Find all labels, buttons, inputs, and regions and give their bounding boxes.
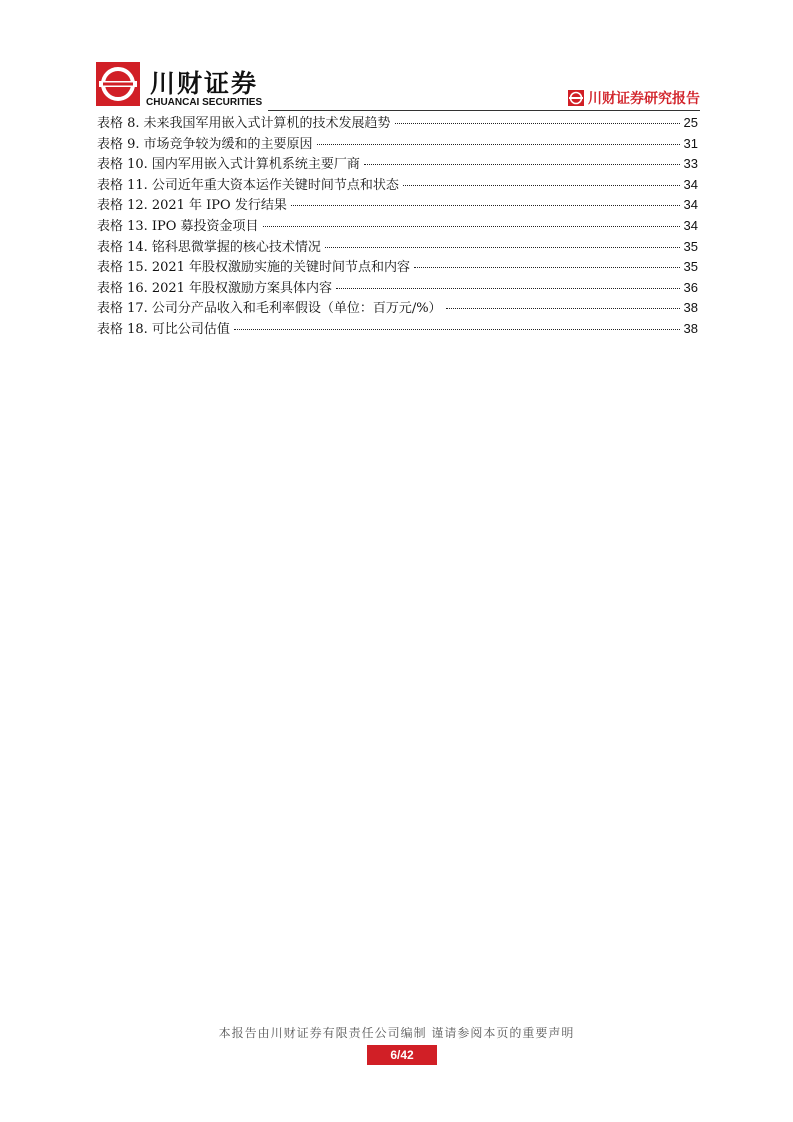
toc-entry[interactable]: [97, 113, 698, 134]
toc-leader-dots: [291, 205, 680, 206]
report-header: [568, 88, 700, 108]
toc-leader-dots: [395, 123, 680, 124]
toc-leader-dots: [234, 329, 680, 330]
toc-title: 2021 年股权激励方案具体内容: [151, 280, 333, 296]
toc-title: 2021 年股权激励实施的关键时间节点和内容: [151, 260, 411, 276]
toc-page-number: 35: [683, 259, 698, 275]
toc-leader-dots: [403, 185, 680, 186]
header-divider: [268, 110, 700, 111]
toc-title: 市场竞争较为缓和的主要原因: [143, 136, 313, 152]
toc-leader-dots: [414, 267, 680, 268]
report-title: 川财证券研究报告: [588, 91, 700, 107]
table-of-contents: [97, 113, 698, 340]
toc-page-number: 31: [683, 135, 698, 151]
toc-title: 铭科思微掌握的核心技术情况: [151, 239, 321, 255]
toc-label: 表格 18.: [97, 321, 148, 337]
toc-title: 未来我国军用嵌入式计算机的技术发展趋势: [143, 116, 391, 131]
toc-entry[interactable]: [97, 154, 698, 175]
toc-page-number: 38: [683, 300, 698, 316]
toc-leader-dots: [325, 247, 680, 248]
toc-title: IPO 募投资金项目: [151, 218, 259, 234]
toc-label: 表格 15.: [97, 260, 148, 276]
toc-leader-dots: [317, 144, 680, 145]
company-logo-icon: [96, 62, 140, 106]
footer-disclaimer: 本报告由川财证券有限责任公司编制 谨请参阅本页的重要声明: [218, 1026, 575, 1040]
toc-title: 国内军用嵌入式计算机系统主要厂商: [151, 157, 360, 173]
toc-label: 表格 14.: [97, 239, 148, 255]
toc-label: 表格 17.: [97, 301, 148, 317]
toc-page-number: 34: [683, 217, 698, 233]
logo-chinese-name: 川财证券: [150, 69, 259, 98]
toc-title: 公司近年重大资本运作关键时间节点和状态: [151, 177, 399, 193]
toc-label: 表格 8.: [97, 116, 140, 131]
toc-page-number: 34: [683, 176, 698, 192]
toc-entry[interactable]: [97, 195, 698, 216]
toc-entry[interactable]: [97, 175, 698, 196]
toc-entry[interactable]: [97, 257, 698, 278]
toc-entry[interactable]: [97, 237, 698, 258]
toc-entry[interactable]: [97, 216, 698, 237]
toc-entry[interactable]: [97, 319, 698, 340]
toc-entry[interactable]: [97, 134, 698, 155]
toc-page-number: 25: [683, 115, 698, 130]
toc-page-number: 33: [683, 156, 698, 172]
toc-label: 表格 11.: [97, 177, 148, 193]
toc-page-number: 34: [683, 197, 698, 213]
brand-mini-logo-icon: [568, 90, 584, 106]
toc-page-number: 38: [683, 320, 698, 336]
toc-label: 表格 10.: [97, 157, 148, 173]
toc-entry[interactable]: [97, 278, 698, 299]
toc-label: 表格 12.: [97, 198, 148, 214]
page-number-badge: 6/42: [367, 1045, 437, 1065]
toc-label: 表格 16.: [97, 280, 148, 296]
toc-page-number: 36: [683, 279, 698, 295]
toc-title: 2021 年 IPO 发行结果: [151, 198, 287, 214]
toc-leader-dots: [336, 288, 680, 289]
toc-title: 公司分产品收入和毛利率假设（单位：百万元/%）: [151, 301, 442, 317]
toc-label: 表格 9.: [97, 136, 140, 152]
toc-leader-dots: [446, 308, 680, 309]
toc-page-number: 35: [683, 238, 698, 254]
toc-leader-dots: [263, 226, 680, 227]
toc-leader-dots: [364, 164, 680, 165]
logo-english-name: CHUANCAI SECURITIES: [146, 97, 263, 108]
toc-label: 表格 13.: [97, 218, 148, 234]
toc-entry[interactable]: [97, 298, 698, 319]
toc-title: 可比公司估值: [151, 321, 230, 337]
